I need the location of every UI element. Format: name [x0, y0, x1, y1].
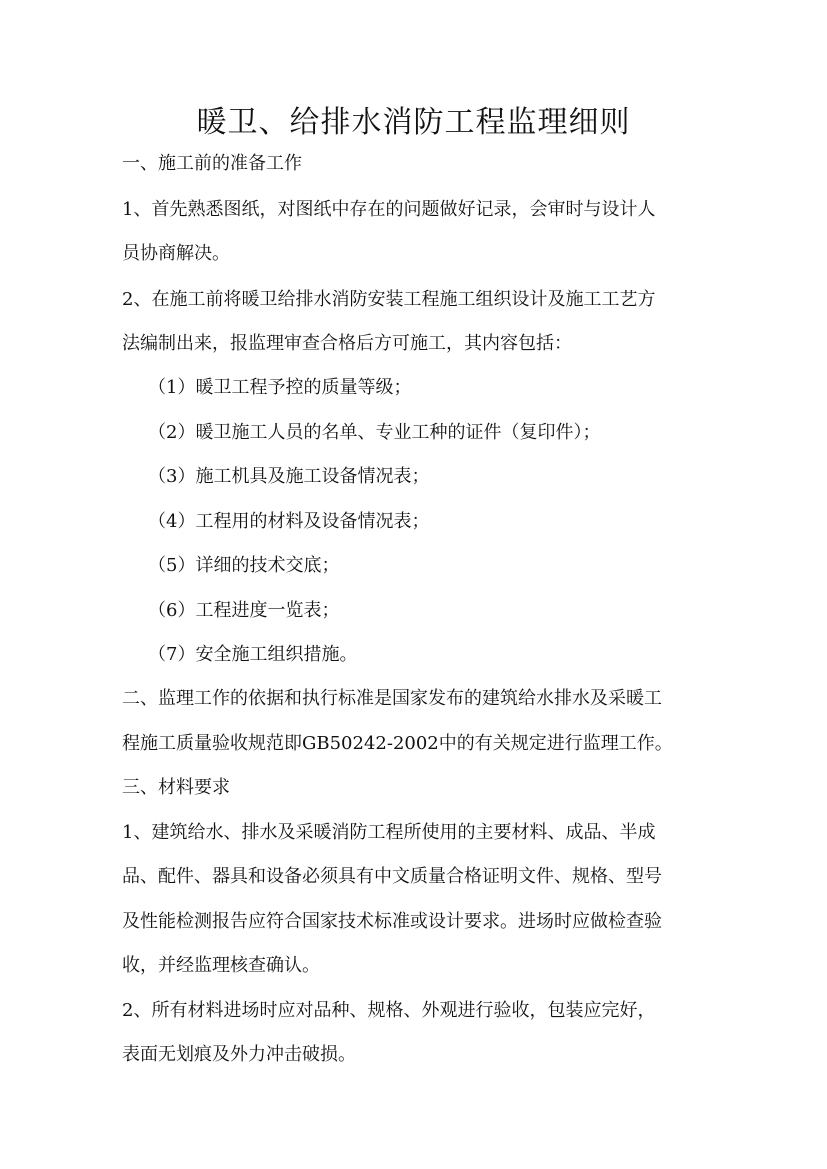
section-heading-basis: 二、监理工作的依据和执行标准是国家发布的建筑给水排水及采暖工 — [122, 688, 662, 709]
paragraph-line: 员协商解决。 — [122, 243, 230, 264]
list-item: （3）施工机具及施工设备情况表； — [148, 466, 430, 487]
paragraph-line: 1、首先熟悉图纸，对图纸中存在的问题做好记录，会审时与设计人 — [122, 199, 656, 220]
document-title: 暖卫、给排水消防工程监理细则 — [196, 105, 631, 140]
paragraph-line: 品、配件、器具和设备必须具有中文质量合格证明文件、规格、型号 — [122, 866, 662, 887]
section-heading-materials: 三、材料要求 — [122, 777, 230, 798]
paragraph-line: 2、所有材料进场时应对品种、规格、外观进行验收，包装应完好， — [122, 1000, 656, 1021]
paragraph-line: 程施工质量验收规范即GB50242-2002中的有关规定进行监理工作。 — [122, 733, 673, 754]
paragraph-line: 2、在施工前将暖卫给排水消防安装工程施工组织设计及施工工艺方 — [122, 289, 656, 310]
list-item: （7）安全施工组织措施。 — [148, 644, 358, 665]
paragraph-line: 收，并经监理核查确认。 — [122, 955, 320, 976]
list-item: （4）工程用的材料及设备情况表； — [148, 511, 430, 532]
paragraph-line: 表面无划痕及外力冲击破损。 — [122, 1044, 356, 1065]
section-heading-preparation: 一、施工前的准备工作 — [122, 153, 302, 174]
list-item: （2）暖卫施工人员的名单、专业工种的证件（复印件）； — [148, 422, 601, 443]
paragraph-line: 及性能检测报告应符合国家技术标准或设计要求。进场时应做检查验 — [122, 911, 662, 932]
list-item: （6）工程进度一览表； — [148, 600, 340, 621]
paragraph-line: 法编制出来，报监理审查合格后方可施工，其内容包括： — [122, 333, 572, 354]
list-item: （5）详细的技术交底； — [148, 555, 340, 576]
paragraph-line: 1、建筑给水、排水及采暖消防工程所使用的主要材料、成品、半成 — [122, 822, 656, 843]
list-item: （1）暖卫工程予控的质量等级； — [148, 377, 412, 398]
